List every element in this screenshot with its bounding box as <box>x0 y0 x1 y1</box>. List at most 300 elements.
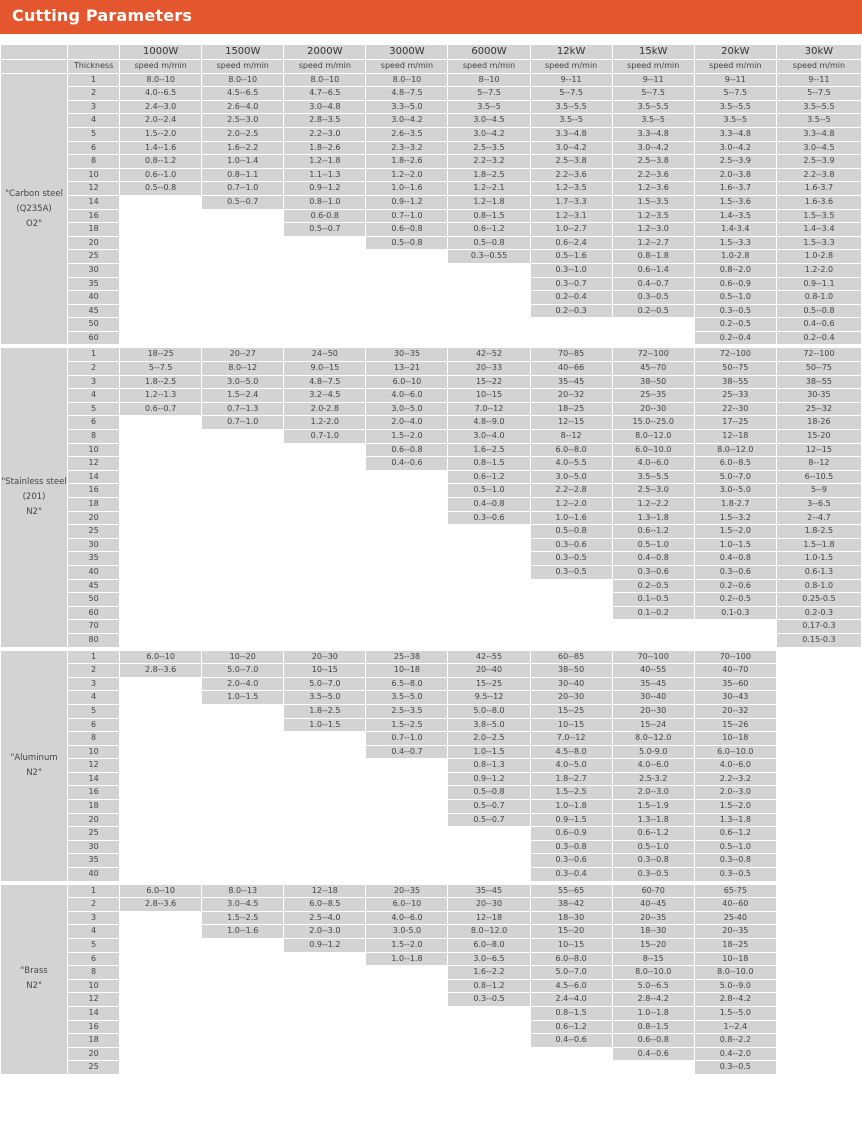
speed-cell <box>530 620 612 634</box>
speed-cell: 22--30 <box>694 402 776 416</box>
speed-cell: 2.8--3.5 <box>284 114 366 128</box>
speed-cell <box>284 620 366 634</box>
speed-cell <box>120 277 202 291</box>
speed-cell: 5.0--7.0 <box>202 664 284 678</box>
speed-cell: 3.5--5 <box>776 114 861 128</box>
unit-header: speed m/min <box>448 60 530 74</box>
table-row <box>1 443 862 457</box>
speed-cell: 2.5--3.0 <box>202 114 284 128</box>
speed-cell: 0.15-0.3 <box>776 633 861 647</box>
speed-cell: 3.3--4.8 <box>612 127 694 141</box>
table-row <box>1 498 862 512</box>
speed-cell <box>202 331 284 345</box>
speed-cell <box>120 677 202 691</box>
parameters-table-wrapper <box>0 44 862 1075</box>
speed-cell: 0.7--1.0 <box>366 209 448 223</box>
speed-cell: 15.0--25.0 <box>612 416 694 430</box>
thickness-cell: 20 <box>68 1047 120 1061</box>
speed-cell <box>284 633 366 647</box>
speed-cell: 20--33 <box>448 362 530 376</box>
material-label-line: (201) <box>22 492 46 502</box>
speed-cell: 0.5--0.7 <box>448 813 530 827</box>
thickness-cell: 2 <box>68 664 120 678</box>
speed-cell: 3.5--5 <box>530 114 612 128</box>
speed-cell: 0.5--0.8 <box>120 182 202 196</box>
speed-cell <box>202 827 284 841</box>
speed-cell: 0.4--0.6 <box>530 1034 612 1048</box>
speed-cell <box>776 993 861 1007</box>
thickness-cell: 3 <box>68 911 120 925</box>
speed-cell <box>776 650 861 664</box>
speed-cell <box>120 263 202 277</box>
speed-cell <box>448 552 530 566</box>
speed-cell <box>776 868 861 882</box>
speed-cell: 0.3--0.55 <box>448 250 530 264</box>
table-row <box>1 759 862 773</box>
speed-cell <box>448 620 530 634</box>
speed-cell <box>202 430 284 444</box>
table-row <box>1 677 862 691</box>
speed-cell <box>120 195 202 209</box>
thickness-cell: 1 <box>68 884 120 898</box>
table-row <box>1 182 862 196</box>
thickness-cell: 60 <box>68 331 120 345</box>
speed-cell: 1.4-3.4 <box>694 223 776 237</box>
speed-cell: 3.0--4.2 <box>694 141 776 155</box>
speed-cell: 1.8-2.7 <box>694 498 776 512</box>
speed-cell <box>202 304 284 318</box>
speed-cell: 0.5--0.8 <box>448 786 530 800</box>
speed-cell <box>366 827 448 841</box>
thickness-cell: 12 <box>68 457 120 471</box>
speed-cell: 0.5--0.7 <box>448 800 530 814</box>
speed-cell <box>366 1034 448 1048</box>
thickness-cell: 3 <box>68 677 120 691</box>
speed-cell <box>284 525 366 539</box>
speed-cell: 8--15 <box>612 952 694 966</box>
speed-cell: 3.3--4.8 <box>776 127 861 141</box>
speed-cell: 9--11 <box>530 73 612 87</box>
speed-cell <box>612 331 694 345</box>
speed-cell <box>448 633 530 647</box>
speed-cell <box>120 691 202 705</box>
speed-cell: 4.8--9.0 <box>448 416 530 430</box>
speed-cell: 0.9--1.2 <box>284 939 366 953</box>
speed-cell: 3.5--5.5 <box>776 100 861 114</box>
speed-cell <box>366 1006 448 1020</box>
speed-cell <box>284 331 366 345</box>
speed-cell: 2.5--3.8 <box>612 155 694 169</box>
speed-cell <box>202 250 284 264</box>
speed-cell: 0.3--0.6 <box>448 511 530 525</box>
speed-cell <box>448 1034 530 1048</box>
speed-cell <box>366 538 448 552</box>
speed-cell: 3.3--4.8 <box>694 127 776 141</box>
speed-cell: 0.6--0.7 <box>120 402 202 416</box>
speed-cell: 12--18 <box>448 911 530 925</box>
material-label-line: O2" <box>26 218 43 229</box>
speed-cell: 3.5--5.0 <box>284 691 366 705</box>
speed-cell: 65-75 <box>694 884 776 898</box>
table-row <box>1 430 862 444</box>
speed-cell: 30--35 <box>366 348 448 362</box>
speed-cell <box>284 511 366 525</box>
speed-cell <box>366 1020 448 1034</box>
speed-cell: 3.5--5 <box>448 100 530 114</box>
speed-cell <box>776 745 861 759</box>
speed-cell <box>284 565 366 579</box>
speed-cell: 10--20 <box>202 650 284 664</box>
speed-cell: 0.5--1.0 <box>612 840 694 854</box>
speed-cell: 8.0--10 <box>366 73 448 87</box>
table-row <box>1 691 862 705</box>
speed-cell <box>284 318 366 332</box>
speed-cell <box>448 277 530 291</box>
speed-cell: 15--20 <box>612 939 694 953</box>
power-header: 1000W <box>120 45 202 60</box>
speed-cell: 7.0--12 <box>530 732 612 746</box>
speed-cell <box>202 704 284 718</box>
speed-cell: 1.5--3.3 <box>776 236 861 250</box>
speed-cell: 1.5--3.3 <box>694 236 776 250</box>
speed-cell: 0.3--0.6 <box>530 538 612 552</box>
speed-cell: 1.4--1.6 <box>120 141 202 155</box>
speed-cell: 1.5--2.4 <box>202 389 284 403</box>
speed-cell: 40--66 <box>530 362 612 376</box>
thickness-cell: 80 <box>68 633 120 647</box>
thickness-header-blank <box>68 45 120 60</box>
table-row <box>1 375 862 389</box>
speed-cell: 0.8--1.0 <box>284 195 366 209</box>
speed-cell: 2.2--3.6 <box>612 168 694 182</box>
speed-cell: 3.5--5.0 <box>366 691 448 705</box>
speed-cell <box>776 840 861 854</box>
speed-cell: 10--15 <box>530 939 612 953</box>
speed-cell: 3.5--5.5 <box>694 100 776 114</box>
speed-cell: 20--40 <box>448 664 530 678</box>
speed-cell: 0.5--0.8 <box>448 236 530 250</box>
speed-cell: 38--50 <box>530 664 612 678</box>
material-label <box>1 650 68 881</box>
power-header: 6000W <box>448 45 530 60</box>
thickness-cell: 2 <box>68 87 120 101</box>
speed-cell: 40--55 <box>612 664 694 678</box>
speed-cell: 2.0--2.5 <box>448 732 530 746</box>
speed-cell: 3.8--5.0 <box>448 718 530 732</box>
speed-cell <box>448 1020 530 1034</box>
speed-cell: 1.5--2.0 <box>694 800 776 814</box>
speed-cell: 10--15 <box>448 389 530 403</box>
speed-cell: 2.5--3.8 <box>530 155 612 169</box>
speed-cell: 0.2--0.5 <box>612 304 694 318</box>
speed-cell <box>120 772 202 786</box>
speed-cell <box>448 593 530 607</box>
speed-cell: 9.5--12 <box>448 691 530 705</box>
thickness-cell: 60 <box>68 606 120 620</box>
thickness-cell: 30 <box>68 538 120 552</box>
speed-cell <box>366 250 448 264</box>
speed-cell: 8--10 <box>448 73 530 87</box>
speed-cell <box>284 470 366 484</box>
corner-cell <box>1 45 68 60</box>
speed-cell: 1.2-2.0 <box>284 416 366 430</box>
speed-cell <box>366 291 448 305</box>
speed-cell: 0.1--0.5 <box>612 593 694 607</box>
speed-cell <box>120 759 202 773</box>
table-row <box>1 772 862 786</box>
speed-cell: 0.5--0.8 <box>366 236 448 250</box>
speed-cell: 8.0--12.0 <box>448 925 530 939</box>
speed-cell <box>284 759 366 773</box>
speed-cell <box>776 677 861 691</box>
speed-cell <box>120 538 202 552</box>
speed-cell <box>202 1020 284 1034</box>
table-row <box>1 565 862 579</box>
speed-cell: 20--35 <box>366 884 448 898</box>
speed-cell: 1.6--2.2 <box>202 141 284 155</box>
table-row <box>1 800 862 814</box>
speed-cell <box>366 840 448 854</box>
speed-cell <box>284 800 366 814</box>
speed-cell: 0.7--1.0 <box>202 182 284 196</box>
speed-cell: 0.5--1.0 <box>694 840 776 854</box>
speed-cell <box>530 633 612 647</box>
speed-cell <box>120 1034 202 1048</box>
speed-cell <box>366 606 448 620</box>
speed-cell: 72--100 <box>776 348 861 362</box>
thickness-cell: 18 <box>68 800 120 814</box>
speed-cell <box>202 209 284 223</box>
speed-cell <box>366 868 448 882</box>
speed-cell: 1.0--1.6 <box>530 511 612 525</box>
speed-cell <box>366 498 448 512</box>
speed-cell <box>448 1006 530 1020</box>
speed-cell: 0.2--0.5 <box>612 579 694 593</box>
table-row <box>1 250 862 264</box>
table-row <box>1 73 862 87</box>
speed-cell: 45--70 <box>612 362 694 376</box>
speed-cell: 5--7.5 <box>776 87 861 101</box>
speed-cell: 3.0--5.0 <box>530 470 612 484</box>
speed-cell: 60-70 <box>612 884 694 898</box>
speed-cell <box>776 925 861 939</box>
speed-cell <box>612 1061 694 1075</box>
thickness-header: Thickness <box>68 60 120 74</box>
speed-cell <box>776 952 861 966</box>
speed-cell <box>612 633 694 647</box>
speed-cell <box>776 786 861 800</box>
speed-cell: 0.8--2.2 <box>694 1034 776 1048</box>
speed-cell: 0.2--0.4 <box>776 331 861 345</box>
speed-cell: 1.3--1.8 <box>612 813 694 827</box>
speed-cell <box>776 854 861 868</box>
speed-cell <box>366 966 448 980</box>
speed-cell: 0.8--1.5 <box>448 209 530 223</box>
page-header <box>0 0 862 34</box>
speed-cell: 2.5--3.0 <box>612 484 694 498</box>
unit-header: speed m/min <box>530 60 612 74</box>
speed-cell <box>120 925 202 939</box>
speed-cell: 1.2-2.0 <box>776 263 861 277</box>
speed-cell: 18-26 <box>776 416 861 430</box>
speed-cell: 0.3--0.5 <box>694 868 776 882</box>
table-row <box>1 114 862 128</box>
speed-cell: 0.5--0.7 <box>284 223 366 237</box>
speed-cell: 1.2--2.0 <box>530 498 612 512</box>
speed-cell <box>202 538 284 552</box>
speed-cell <box>448 854 530 868</box>
speed-cell <box>776 939 861 953</box>
speed-cell: 8.0--12.0 <box>612 430 694 444</box>
speed-cell <box>120 840 202 854</box>
speed-cell: 0.2--0.4 <box>530 291 612 305</box>
speed-cell <box>448 1061 530 1075</box>
speed-cell: 2.0--4.0 <box>366 416 448 430</box>
thickness-cell: 30 <box>68 840 120 854</box>
speed-cell: 2.0--3.0 <box>694 786 776 800</box>
speed-cell <box>448 304 530 318</box>
material-label-line: "Carbon steel <box>5 188 63 199</box>
thickness-cell: 10 <box>68 979 120 993</box>
speed-cell <box>120 291 202 305</box>
speed-cell: 2.2--3.6 <box>530 168 612 182</box>
speed-cell: 2.5--3.9 <box>694 155 776 169</box>
speed-cell: 0.8-1.0 <box>776 579 861 593</box>
table-row <box>1 416 862 430</box>
speed-cell: 1.2--1.8 <box>448 195 530 209</box>
table-row <box>1 898 862 912</box>
speed-cell: 1.3--1.8 <box>694 813 776 827</box>
speed-cell: 1.5--3.6 <box>694 195 776 209</box>
material-label <box>1 73 68 345</box>
table-row <box>1 209 862 223</box>
speed-cell: 1.8--2.5 <box>448 168 530 182</box>
speed-cell <box>366 1061 448 1075</box>
speed-cell <box>448 827 530 841</box>
speed-cell: 0.8--1.2 <box>448 979 530 993</box>
speed-cell <box>366 318 448 332</box>
speed-cell: 0.9--1.1 <box>776 277 861 291</box>
speed-cell: 0.4--0.8 <box>448 498 530 512</box>
speed-cell <box>284 1061 366 1075</box>
speed-cell: 2.0--3.0 <box>612 786 694 800</box>
speed-cell <box>202 1047 284 1061</box>
speed-cell: 4.0--6.0 <box>612 457 694 471</box>
speed-cell: 1.2--2.7 <box>612 236 694 250</box>
speed-cell: 72--100 <box>694 348 776 362</box>
speed-cell: 1.0-2.8 <box>776 250 861 264</box>
table-row <box>1 127 862 141</box>
power-header: 20kW <box>694 45 776 60</box>
speed-cell: 1.8--2.6 <box>284 141 366 155</box>
table-row <box>1 348 862 362</box>
speed-cell: 2.0--3.8 <box>694 168 776 182</box>
table-row <box>1 538 862 552</box>
speed-cell: 4.8--7.5 <box>366 87 448 101</box>
speed-cell: 0.3--1.0 <box>530 263 612 277</box>
speed-cell: 6.0--10 <box>120 650 202 664</box>
speed-cell <box>366 565 448 579</box>
speed-cell <box>448 291 530 305</box>
speed-cell: 50--75 <box>776 362 861 376</box>
speed-cell: 60--85 <box>530 650 612 664</box>
speed-cell <box>120 786 202 800</box>
table-row <box>1 277 862 291</box>
table-row <box>1 552 862 566</box>
speed-cell <box>448 840 530 854</box>
speed-cell <box>120 952 202 966</box>
speed-cell <box>776 979 861 993</box>
speed-cell: 0.17-0.3 <box>776 620 861 634</box>
thickness-cell: 40 <box>68 868 120 882</box>
speed-cell: 0.8--1.5 <box>612 1020 694 1034</box>
speed-cell: 1.5--2.0 <box>694 525 776 539</box>
speed-cell <box>284 236 366 250</box>
speed-cell: 15--22 <box>448 375 530 389</box>
speed-cell <box>284 979 366 993</box>
speed-cell: 0.4--0.6 <box>612 1047 694 1061</box>
thickness-cell: 5 <box>68 939 120 953</box>
speed-cell: 0.8--1.5 <box>448 457 530 471</box>
speed-cell: 2.8--4.2 <box>612 993 694 1007</box>
speed-cell <box>202 457 284 471</box>
speed-cell: 1.5--1.9 <box>612 800 694 814</box>
speed-cell <box>448 263 530 277</box>
speed-cell: 70--100 <box>612 650 694 664</box>
thickness-cell: 40 <box>68 291 120 305</box>
speed-cell: 4.0--5.0 <box>530 759 612 773</box>
speed-cell <box>284 277 366 291</box>
speed-cell <box>366 772 448 786</box>
speed-cell: 4.0--5.5 <box>530 457 612 471</box>
speed-cell: 12--15 <box>530 416 612 430</box>
table-row <box>1 1020 862 1034</box>
speed-cell: 4.0--6.0 <box>612 759 694 773</box>
speed-cell: 1.5--2.0 <box>366 939 448 953</box>
speed-cell: 15--24 <box>612 718 694 732</box>
table-row <box>1 827 862 841</box>
speed-cell <box>120 704 202 718</box>
thickness-cell: 50 <box>68 318 120 332</box>
table-row <box>1 155 862 169</box>
speed-cell: 38--42 <box>530 898 612 912</box>
speed-cell: 0.6--1.4 <box>612 263 694 277</box>
thickness-cell: 20 <box>68 236 120 250</box>
speed-cell <box>120 223 202 237</box>
material-label-line: N2" <box>26 767 42 778</box>
speed-cell: 0.4--0.8 <box>694 552 776 566</box>
speed-cell: 20--30 <box>612 402 694 416</box>
speed-cell: 42--52 <box>448 348 530 362</box>
speed-cell <box>120 443 202 457</box>
speed-cell: 6.0--10 <box>366 898 448 912</box>
speed-cell: 3.0--4.8 <box>284 100 366 114</box>
table-row <box>1 1006 862 1020</box>
speed-cell: 18--25 <box>694 939 776 953</box>
speed-cell <box>284 498 366 512</box>
speed-cell <box>202 979 284 993</box>
speed-cell: 35--45 <box>530 375 612 389</box>
thickness-cell: 1 <box>68 650 120 664</box>
table-row <box>1 263 862 277</box>
speed-cell <box>120 1006 202 1020</box>
speed-cell: 0.3--0.6 <box>694 565 776 579</box>
speed-cell: 1.0--1.5 <box>202 691 284 705</box>
speed-cell <box>284 745 366 759</box>
speed-cell: 0.8--1.5 <box>530 1006 612 1020</box>
power-header: 2000W <box>284 45 366 60</box>
speed-cell: 15--20 <box>530 925 612 939</box>
